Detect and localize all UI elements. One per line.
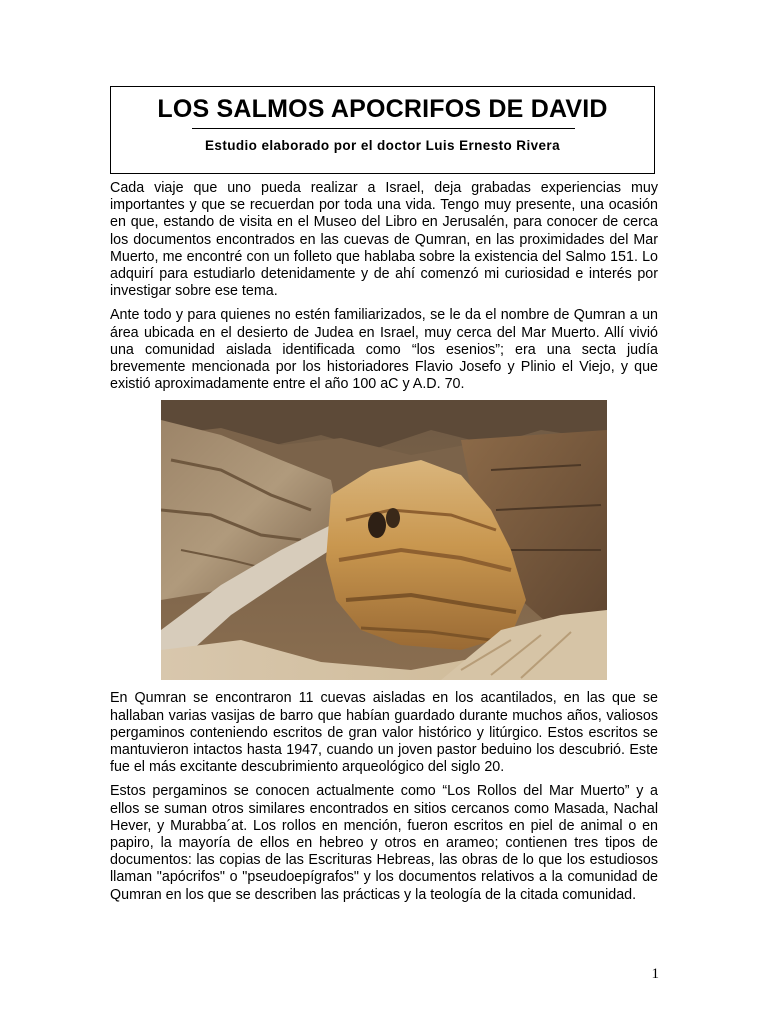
paragraph-qumran-location: Ante todo y para quienes no estén familiarizados, se le da el nombre de Qumran a un área ubicada en el desierto de Judea en Israel, muy cerca del Mar Muerto. Allí vivió una comunidad aislada identificada como “los esenios”; era una secta judía brevemente mencionada por los historiadores Flavio Josefo y Plinio el Viejo, y que existió aproximadamente entre el año 100 aC y A.D. 70. (110, 307, 658, 393)
document-title: LOS SALMOS APOCRIFOS DE DAVID (157, 95, 608, 123)
paragraph-intro: Cada viaje que uno pueda realizar a Israel, deja grabadas experiencias muy importantes y que se recuerdan por toda una vida. Tengo muy presente, una ocasión en que, estando de visita en el Museo del Libro en Jerusalén, para conocer de cerca los documentos encontrados en las cuevas de Qumran, en las proximidades del Mar Muerto, me encontré con un folleto que hablaba sobre la existencia del Salmo 151. Lo adquirí para estudiarlo detenidamente y de ahí comenzó mi curiosidad e interés por investigar sobre ese tema. (110, 180, 658, 300)
page-number: 1 (651, 966, 659, 982)
paragraph-caves-discovery: En Qumran se encontraron 11 cuevas aisladas en los acantilados, en las que se hallaban varias vasijas de barro que habían guardado durante muchos años, valiosos pergaminos conteniendo escritos de gran valor histórico y litúrgico. Estos escritos se mantuvieron intactos hasta 1947, cuando un joven pastor beduino los descubrió. Este fue el más excitante descubrimiento arqueológico del siglo 20. (110, 690, 658, 776)
title-box (110, 86, 655, 174)
qumran-caves-photo (161, 400, 607, 680)
document-subtitle: Estudio elaborado por el doctor Luis Ernesto Rivera (205, 138, 560, 153)
paragraph-dead-sea-scrolls: Estos pergaminos se conocen actualmente como “Los Rollos del Mar Muerto” y a ellos se suman otros similares encontrados en sitios cercanos como Masada, Nachal Hever, y Murabba´at. Los rollos en mención, fueron escritos en piel de animal o en papiro, la mayoría de ellos en hebreo y otros en arameo; contienen tres tipos de documentos: las copias de las Escrituras Hebreas, las obras de lo que los estudiosos llaman "apócrifos" o "pseudoepígrafos" y los documentos relativos a la comunidad de Qumran en los que se describen las prácticas y la teología de la citada comunidad. (110, 783, 658, 903)
document-body (110, 180, 658, 911)
title-rule (192, 128, 575, 129)
